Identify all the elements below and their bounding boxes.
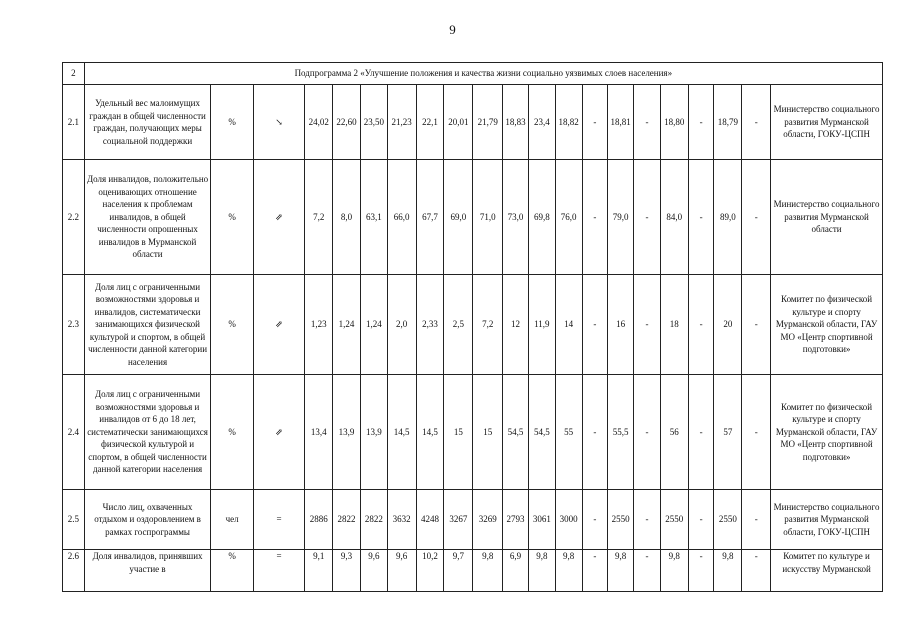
indicators-table — [62, 62, 883, 592]
value-cell: - — [742, 275, 771, 375]
value-cell: 22,1 — [416, 85, 444, 160]
value-cell: - — [688, 160, 714, 275]
value-cell: 21,23 — [387, 85, 416, 160]
value-cell: 13,9 — [360, 375, 387, 490]
value-cell: 9,8 — [714, 550, 742, 592]
value-cell: 89,0 — [714, 160, 742, 275]
value-cell: - — [688, 490, 714, 550]
value-cell: 2550 — [608, 490, 634, 550]
value-cell: - — [688, 550, 714, 592]
row-number: 2.3 — [63, 275, 85, 375]
value-cell: - — [742, 490, 771, 550]
value-cell: 84,0 — [660, 160, 688, 275]
row-number: 2.6 — [63, 550, 85, 592]
value-cell: 18,81 — [608, 85, 634, 160]
value-cell: 54,5 — [503, 375, 529, 490]
unit-cell: % — [211, 375, 253, 490]
value-cell: 3061 — [528, 490, 555, 550]
value-cell: 9,6 — [360, 550, 387, 592]
responsible-cell: Комитет по физической культуре и спорту Мурманской области, ГАУ МО «Центр спортивной подготовки» — [771, 275, 883, 375]
value-cell: - — [582, 550, 608, 592]
responsible-cell: Министерство социального развития Мурманской области, ГОКУ-ЦСПН — [771, 85, 883, 160]
value-cell: 14,5 — [387, 375, 416, 490]
value-cell: - — [688, 375, 714, 490]
value-cell: 18,82 — [555, 85, 582, 160]
value-cell: 9,8 — [473, 550, 503, 592]
value-cell: 12 — [503, 275, 529, 375]
value-cell: 3267 — [444, 490, 473, 550]
value-cell: 20,01 — [444, 85, 473, 160]
value-cell: - — [634, 375, 661, 490]
value-cell: 2550 — [714, 490, 742, 550]
subprogram-number: 2 — [63, 63, 85, 85]
table-row — [63, 550, 883, 592]
value-cell: - — [582, 375, 608, 490]
value-cell: 56 — [660, 375, 688, 490]
value-cell: 67,7 — [416, 160, 444, 275]
value-cell: 7,2 — [473, 275, 503, 375]
value-cell: - — [634, 275, 661, 375]
value-cell: 2793 — [503, 490, 529, 550]
value-cell: 2886 — [305, 490, 333, 550]
value-cell: 73,0 — [503, 160, 529, 275]
value-cell: - — [688, 275, 714, 375]
responsible-cell: Министерство социального развития Мурманской области, ГОКУ-ЦСПН — [771, 490, 883, 550]
value-cell: - — [742, 85, 771, 160]
value-cell: 13,4 — [305, 375, 333, 490]
page-number: 9 — [449, 22, 456, 37]
value-cell: 9,7 — [444, 550, 473, 592]
indicator-name: Удельный вес малоимущих граждан в общей численности граждан, получающих меры социальной поддержки — [84, 85, 211, 160]
trend-cell: ↘ — [253, 85, 305, 160]
table-row — [63, 375, 883, 490]
value-cell: - — [634, 160, 661, 275]
value-cell: 9,3 — [333, 550, 361, 592]
value-cell: - — [742, 550, 771, 592]
value-cell: - — [742, 160, 771, 275]
value-cell: 3632 — [387, 490, 416, 550]
value-cell: 1,24 — [333, 275, 361, 375]
responsible-cell: Комитет по физической культуре и спорту Мурманской области, ГАУ МО «Центр спортивной подготовки» — [771, 375, 883, 490]
value-cell: - — [634, 550, 661, 592]
value-cell: 21,79 — [473, 85, 503, 160]
value-cell: 18,83 — [503, 85, 529, 160]
trend-cell: ⇗ — [253, 160, 305, 275]
table-row — [63, 275, 883, 375]
indicator-name: Доля инвалидов, принявших участие в — [84, 550, 211, 592]
value-cell: 8,0 — [333, 160, 361, 275]
value-cell: 2550 — [660, 490, 688, 550]
value-cell: 54,5 — [528, 375, 555, 490]
unit-cell: % — [211, 85, 253, 160]
value-cell: 23,50 — [360, 85, 387, 160]
value-cell: 22,60 — [333, 85, 361, 160]
value-cell: 76,0 — [555, 160, 582, 275]
value-cell: - — [582, 160, 608, 275]
row-number: 2.2 — [63, 160, 85, 275]
value-cell: - — [742, 375, 771, 490]
value-cell: 1,23 — [305, 275, 333, 375]
value-cell: 14 — [555, 275, 582, 375]
value-cell: - — [582, 85, 608, 160]
value-cell: 24,02 — [305, 85, 333, 160]
value-cell: - — [688, 85, 714, 160]
value-cell: 2822 — [360, 490, 387, 550]
value-cell: 2,0 — [387, 275, 416, 375]
value-cell: 4248 — [416, 490, 444, 550]
value-cell: - — [634, 490, 661, 550]
value-cell: 20 — [714, 275, 742, 375]
value-cell: 13,9 — [333, 375, 361, 490]
value-cell: 9,8 — [555, 550, 582, 592]
row-number: 2.4 — [63, 375, 85, 490]
value-cell: 7,2 — [305, 160, 333, 275]
value-cell: 10,2 — [416, 550, 444, 592]
value-cell: 18,80 — [660, 85, 688, 160]
value-cell: 16 — [608, 275, 634, 375]
value-cell: 18 — [660, 275, 688, 375]
value-cell: 9,8 — [660, 550, 688, 592]
value-cell: 71,0 — [473, 160, 503, 275]
value-cell: 15 — [444, 375, 473, 490]
value-cell: 63,1 — [360, 160, 387, 275]
value-cell: 69,8 — [528, 160, 555, 275]
unit-cell: % — [211, 160, 253, 275]
value-cell: 2,33 — [416, 275, 444, 375]
trend-cell: = — [253, 550, 305, 592]
subprogram-title: Подпрограмма 2 «Улучшение положения и качества жизни социально уязвимых слоев населения» — [84, 63, 882, 85]
subprogram-row — [63, 63, 883, 85]
row-number: 2.1 — [63, 85, 85, 160]
value-cell: - — [634, 85, 661, 160]
indicator-name: Доля инвалидов, положительно оценивающих отношение населения к проблемам инвалидов, в общей численности опрошенных инвалидов в Мурманской области — [84, 160, 211, 275]
value-cell: 2,5 — [444, 275, 473, 375]
table-row — [63, 85, 883, 160]
row-number: 2.5 — [63, 490, 85, 550]
responsible-cell: Министерство социального развития Мурманской области — [771, 160, 883, 275]
responsible-cell: Комитет по культуре и искусству Мурманской — [771, 550, 883, 592]
value-cell: 55 — [555, 375, 582, 490]
value-cell: 69,0 — [444, 160, 473, 275]
value-cell: 15 — [473, 375, 503, 490]
value-cell: 55,5 — [608, 375, 634, 490]
value-cell: 11,9 — [528, 275, 555, 375]
value-cell: 9,6 — [387, 550, 416, 592]
value-cell: 1,24 — [360, 275, 387, 375]
indicator-name: Число лиц, охваченных отдыхом и оздоровлением в рамках госпрограммы — [84, 490, 211, 550]
value-cell: 3269 — [473, 490, 503, 550]
value-cell: 2822 — [333, 490, 361, 550]
unit-cell: % — [211, 550, 253, 592]
value-cell: 79,0 — [608, 160, 634, 275]
trend-cell: ⇗ — [253, 275, 305, 375]
value-cell: 9,8 — [608, 550, 634, 592]
indicator-name: Доля лиц с ограниченными возможностями здоровья и инвалидов, систематически занимающихся физической культурой и спортом, в общей численности данной категории населения — [84, 275, 211, 375]
unit-cell: % — [211, 275, 253, 375]
value-cell: 9,8 — [528, 550, 555, 592]
value-cell: 66,0 — [387, 160, 416, 275]
value-cell: - — [582, 275, 608, 375]
table-row — [63, 160, 883, 275]
unit-cell: чел — [211, 490, 253, 550]
value-cell: 9,1 — [305, 550, 333, 592]
value-cell: 57 — [714, 375, 742, 490]
value-cell: 18,79 — [714, 85, 742, 160]
value-cell: 6,9 — [503, 550, 529, 592]
value-cell: 23,4 — [528, 85, 555, 160]
value-cell: - — [582, 490, 608, 550]
table-row — [63, 490, 883, 550]
value-cell: 3000 — [555, 490, 582, 550]
value-cell: 14,5 — [416, 375, 444, 490]
trend-cell: = — [253, 490, 305, 550]
indicator-name: Доля лиц с ограниченными возможностями здоровья и инвалидов от 6 до 18 лет, систематически занимающихся физической культурой и спортом, в общей численности данной категории населения — [84, 375, 211, 490]
trend-cell: ⇗ — [253, 375, 305, 490]
